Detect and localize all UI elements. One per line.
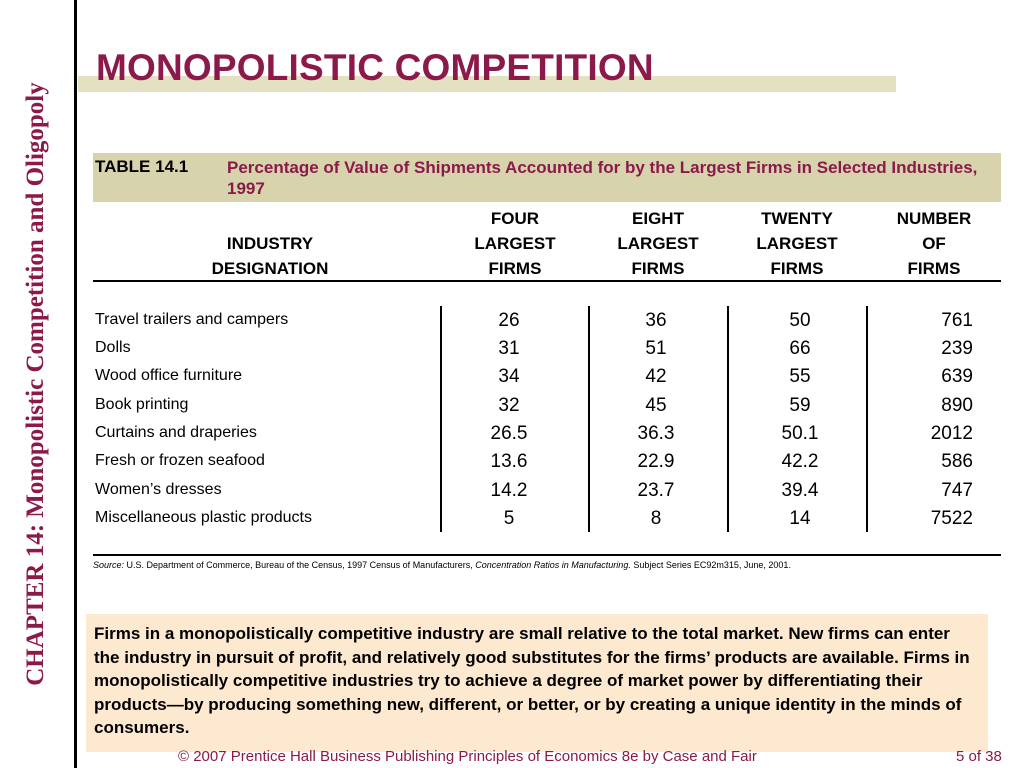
cell-twenty: 39.4 <box>781 480 819 501</box>
cell-eight: 36.3 <box>637 423 675 444</box>
cell-twenty: 50.1 <box>781 423 819 444</box>
cell-number: 239 <box>941 338 973 359</box>
table-label: TABLE 14.1 <box>95 157 189 176</box>
slide-title: MONOPOLISTIC COMPETITION <box>96 47 654 88</box>
cell-eight: 45 <box>645 395 667 416</box>
cell-four: 32 <box>498 395 520 416</box>
cell-twenty: 14 <box>789 508 811 529</box>
header-line: FOUR <box>490 209 540 228</box>
cell-number: 890 <box>941 395 973 416</box>
industry-name: Curtains and draperies <box>95 424 257 441</box>
header-line: FIRMS <box>631 259 685 278</box>
page-number: 5 of 38 <box>956 748 1002 765</box>
header-line: LARGEST <box>474 234 556 253</box>
cell-four: 31 <box>498 338 520 359</box>
industry-name: Dolls <box>95 339 131 356</box>
footer-copyright: © 2007 Prentice Hall Business Publishing Principles of Economics 8e by Case and Fair <box>178 748 757 765</box>
cell-twenty: 66 <box>789 338 811 359</box>
cell-twenty: 42.2 <box>781 451 819 472</box>
header-rule <box>93 280 1001 282</box>
industry-name: Women’s dresses <box>95 481 222 498</box>
header-line: OF <box>922 234 946 253</box>
cell-number: 586 <box>941 451 973 472</box>
sidebar-divider <box>74 0 77 768</box>
header-line: DESIGNATION <box>211 259 329 278</box>
sidebar <box>0 0 72 768</box>
cell-four: 5 <box>503 508 515 529</box>
cell-number: 747 <box>941 480 973 501</box>
source-rule <box>93 554 1001 556</box>
header-line: EIGHT <box>632 209 684 228</box>
table-caption-text: Percentage of Value of Shipments Accounted for by the Largest Firms in Selected Industries, 1997 <box>227 158 978 198</box>
cell-four: 34 <box>498 366 520 387</box>
table-row <box>93 421 1001 449</box>
cell-number: 7522 <box>930 508 973 529</box>
industry-name: Travel trailers and campers <box>95 311 289 328</box>
cell-number: 639 <box>941 366 973 387</box>
header-line: FIRMS <box>907 259 961 278</box>
cell-four: 14.2 <box>490 480 528 501</box>
header-number-of-firms <box>874 206 994 281</box>
header-line: FIRMS <box>488 259 542 278</box>
table-row <box>93 449 1001 477</box>
source-title: Concentration Ratios in Manufacturing. <box>475 560 631 570</box>
header-line: NUMBER <box>896 209 972 228</box>
source-text: U.S. Department of Commerce, Bureau of the Census, 1997 Census of Manufacturers, <box>126 560 473 570</box>
cell-eight: 22.9 <box>637 451 675 472</box>
table-row <box>93 478 1001 506</box>
cell-four: 26 <box>498 310 520 331</box>
cell-eight: 8 <box>650 508 662 529</box>
explanation-box: Firms in a monopolistically competitive industry are small relative to the total market. New firms can enter the industry in pursuit of profit, and relatively good substitutes for the firms’ products are available. Firms in monopolistically competitive industries try to achieve a degree of market power by differentiating their products—by producing something new, different, or better, or by creating a unique identity in the minds of consumers. <box>86 614 988 752</box>
industry-name: Fresh or frozen seafood <box>95 452 265 469</box>
source-label: Source: <box>93 560 125 570</box>
cell-number: 2012 <box>930 423 973 444</box>
chapter-label: CHAPTER 14: Monopolistic Competition and Oligopoly <box>22 82 49 686</box>
header-line: LARGEST <box>756 234 838 253</box>
header-line: INDUSTRY <box>226 234 314 253</box>
cell-twenty: 55 <box>789 366 811 387</box>
industry-name: Wood office furniture <box>95 367 243 384</box>
header-line: TWENTY <box>761 209 833 228</box>
cell-number: 761 <box>941 310 973 331</box>
industry-name: Miscellaneous plastic products <box>95 509 312 526</box>
cell-four: 13.6 <box>490 451 528 472</box>
cell-eight: 23.7 <box>637 480 675 501</box>
header-line: LARGEST <box>617 234 699 253</box>
cell-eight: 51 <box>645 338 667 359</box>
header-twenty-largest <box>737 206 857 281</box>
header-line: FIRMS <box>770 259 824 278</box>
table-row <box>93 308 1001 336</box>
source-note <box>93 560 791 570</box>
cell-eight: 36 <box>645 310 667 331</box>
header-eight-largest <box>598 206 718 281</box>
table-caption <box>93 153 1001 202</box>
cell-eight: 42 <box>645 366 667 387</box>
table-row <box>93 336 1001 364</box>
cell-twenty: 59 <box>789 395 811 416</box>
industry-name: Book printing <box>95 396 189 413</box>
table-row <box>93 364 1001 392</box>
header-industry <box>170 206 370 281</box>
header-four-largest <box>455 206 575 281</box>
header-line <box>170 206 370 231</box>
cell-four: 26.5 <box>490 423 528 444</box>
table-row <box>93 506 1001 534</box>
cell-twenty: 50 <box>789 310 811 331</box>
source-series: Subject Series EC92m315, June, 2001. <box>633 560 791 570</box>
table-row <box>93 393 1001 421</box>
